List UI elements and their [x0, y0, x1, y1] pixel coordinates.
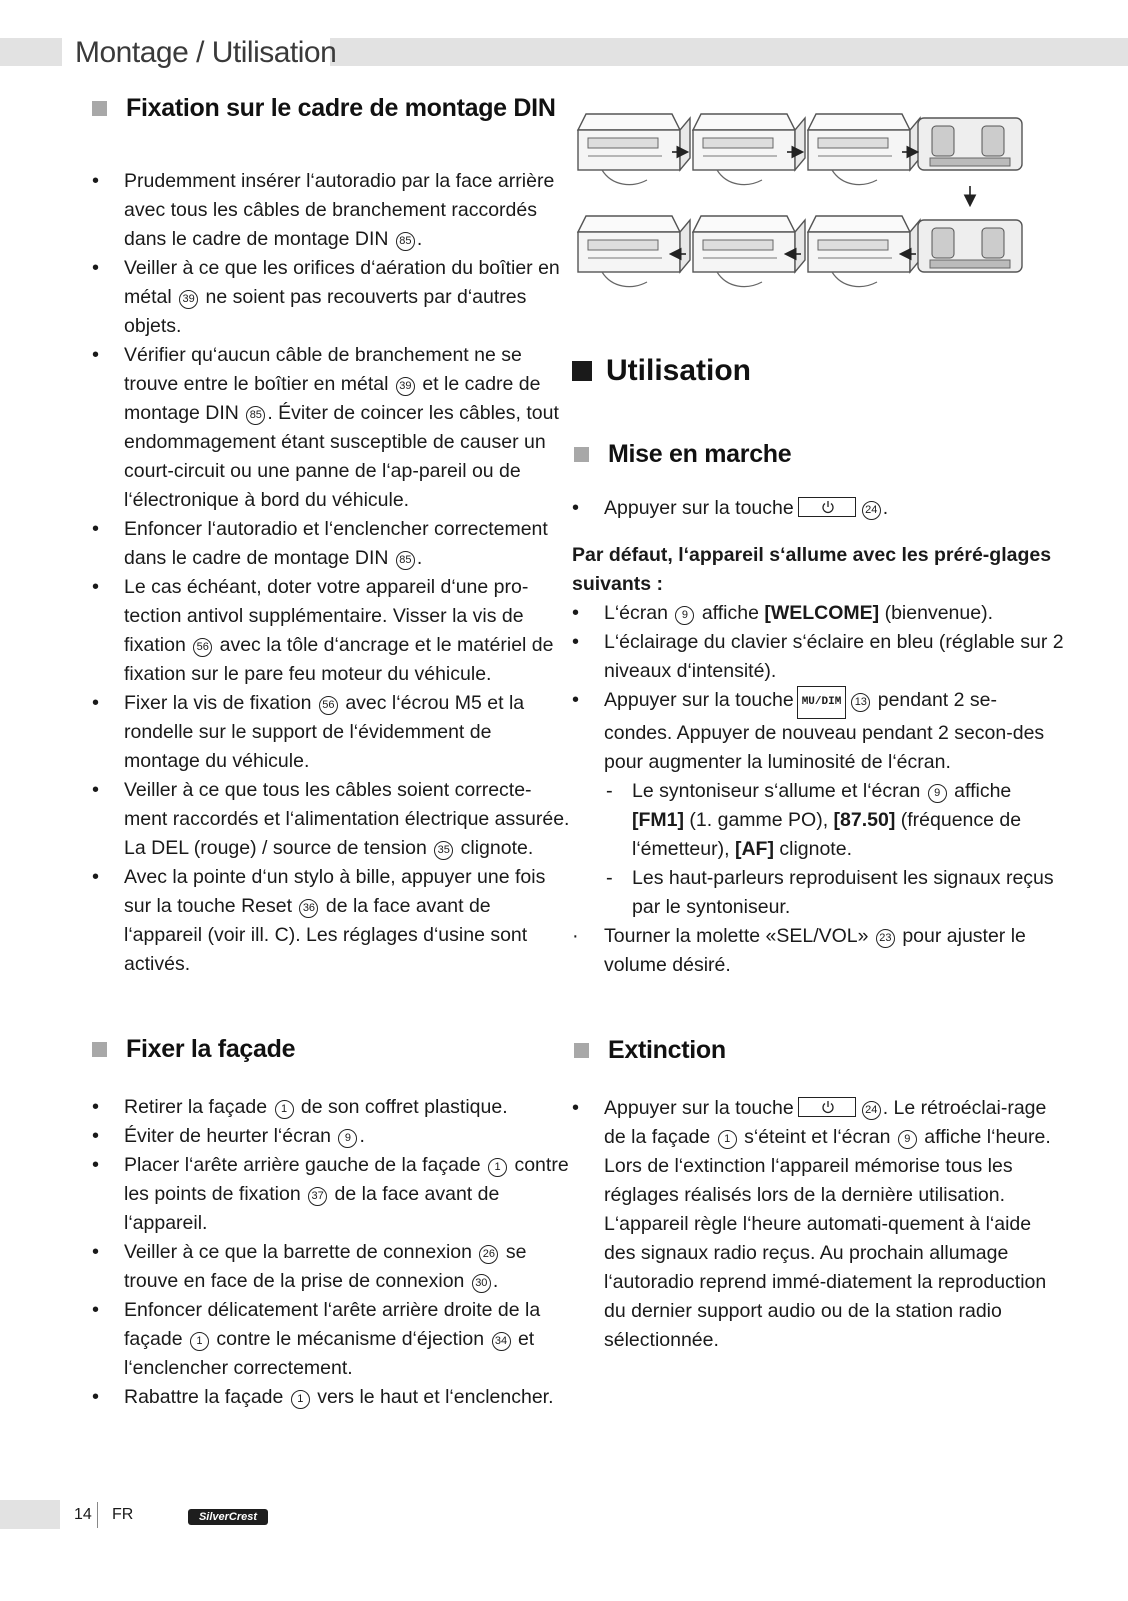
- section-heading-extinction: Extinction: [574, 1036, 1064, 1065]
- header-bar-left: [0, 38, 62, 66]
- brand-logo: SilverCrest: [188, 1509, 268, 1525]
- list-item: • Vérifier qu‘aucun câble de branchement ne se trouve entre le boîtier en métal 39 et le cadre de montage DIN 85 . Éviter de coincer les câbles, tout endommagement étant susceptible de causer un court-circuit ou une panne de l‘ap-pareil ou de l‘électronique à bord du véhicule.: [92, 341, 572, 515]
- right-column: [572, 354, 1064, 1355]
- list-item: • Appuyer sur la touche 24 . Le rétroéclai-rage de la façade 1 s‘éteint et l‘écran 9 affiche l‘heure. Lors de l‘extinction l‘appareil mémorise tous les réglages réalisés lors de la dernière utilisation. L‘appareil règle l‘heure automati-quement à l‘aide des signaux radio reçus. Au prochain allumage l‘autoradio reprend immé-diatement la reproduction du dernier support audio ou de la station radio sélectionnée.: [572, 1094, 1064, 1355]
- list-item: • Rabattre la façade 1 vers le haut et l‘enclencher.: [92, 1383, 572, 1412]
- reference-number: 1: [488, 1158, 507, 1177]
- list-item: • Avec la pointe d‘un stylo à bille, appuyer une fois sur la touche Reset 36 de la face avant de l‘appareil (voir ill. C). Les réglages d‘usine sont activés.: [92, 863, 572, 979]
- diagram-step-7: [693, 216, 805, 287]
- mu-dim-key: MU/DIM: [797, 686, 847, 719]
- list-item: • Éviter de heurter l‘écran 9 .: [92, 1122, 572, 1151]
- diagram-step-6: [808, 216, 920, 287]
- diagram-step-1: [578, 114, 690, 185]
- reference-number: 56: [319, 696, 338, 715]
- section-marker-icon: [572, 361, 592, 381]
- list-item: • Veiller à ce que la barrette de connexion 26 se trouve en face de la prise de connexion 30 .: [92, 1238, 572, 1296]
- fixation-list: [92, 167, 572, 979]
- defaults-note: Par défaut, l‘appareil s‘allume avec les préré-glages suivants :: [572, 544, 1052, 595]
- list-item: · Tourner la molette «SEL/VOL» 23 pour ajuster le volume désiré.: [572, 922, 1064, 980]
- reference-number: 26: [479, 1245, 498, 1264]
- reference-number: 85: [396, 551, 415, 570]
- list-item: • Fixer la vis de fixation 56 avec l‘écrou M5 et la rondelle sur le support de l‘évidemment de montage du véhicule.: [92, 689, 572, 776]
- section-heading-marche: Mise en marche: [574, 440, 1064, 469]
- footer-bar: [0, 1500, 60, 1529]
- reference-number: 1: [275, 1100, 294, 1119]
- list-item: • Enfoncer délicatement l‘arête arrière droite de la façade 1 contre le mécanisme d‘éjection 34 et l‘enclencher correctement.: [92, 1296, 572, 1383]
- reference-number: 56: [193, 638, 212, 657]
- reference-number: 1: [190, 1332, 209, 1351]
- list-item: • Placer l‘arête arrière gauche de la façade 1 contre les points de fixation 37 de la face avant de l‘appareil.: [92, 1151, 572, 1238]
- language-code: FR: [112, 1506, 134, 1523]
- facade-list: [92, 1093, 572, 1412]
- diagram-step-5: [918, 220, 1022, 272]
- section-marker-icon: [574, 447, 589, 462]
- list-item: • L‘éclairage du clavier s‘éclaire en bleu (réglable sur 2 niveaux d‘intensité).: [572, 628, 1064, 686]
- list-item: • Prudemment insérer l‘autoradio par la face arrière avec tous les câbles de branchement raccordés dans le cadre de montage DIN 85 .: [92, 167, 572, 254]
- tuner-sublist: [572, 777, 1064, 922]
- reference-number: 39: [396, 377, 415, 396]
- page-number: 14: [74, 1506, 92, 1523]
- power-key-icon: [798, 1097, 856, 1117]
- list-item: • Le cas échéant, doter votre appareil d‘une pro-tection antivol supplémentaire. Visser la vis de fixation 56 avec la tôle d‘ancrage et le matériel de fixation sur le pare feu moteur du véhicule.: [92, 573, 572, 689]
- reference-number: 85: [246, 406, 265, 425]
- reference-number: 35: [434, 841, 453, 860]
- main-heading-utilisation: Utilisation: [572, 354, 1064, 388]
- list-item: - Le syntoniseur s‘allume et l‘écran 9 affiche [FM1] (1. gamme PO), [87.50] (fréquence de l‘émetteur), [AF] clignote.: [572, 777, 1064, 864]
- list-item: • Appuyer sur la touche MU/DIM 13 pendant 2 se-condes. Appuyer de nouveau pendant 2 secon-des pour augmenter la luminosité de l‘écran.: [572, 686, 1064, 777]
- reference-number: 1: [291, 1390, 310, 1409]
- power-key-icon: [798, 497, 856, 517]
- left-column: [92, 94, 572, 1412]
- list-item: • Retirer la façade 1 de son coffret plastique.: [92, 1093, 572, 1122]
- list-item: • Veiller à ce que les orifices d‘aération du boîtier en métal 39 ne soient pas recouverts par d‘autres objets.: [92, 254, 572, 341]
- reference-number: 39: [179, 290, 198, 309]
- list-item: - Les haut-parleurs reproduisent les signaux reçus par le syntoniseur.: [572, 864, 1064, 922]
- list-item: • Appuyer sur la touche 24 .: [572, 494, 1064, 523]
- section-marker-icon: [92, 1042, 107, 1057]
- list-item: • L‘écran 9 affiche [WELCOME] (bienvenue).: [572, 599, 1064, 628]
- page-title: Montage / Utilisation: [75, 36, 337, 69]
- installation-diagram: [572, 100, 1032, 305]
- header-bar-right: [330, 38, 1128, 66]
- defaults-list: [572, 599, 1064, 777]
- diagram-step-3: [808, 114, 920, 185]
- diagram-step-2: [693, 114, 805, 185]
- list-item: • Enfoncer l‘autoradio et l‘enclencher correctement dans le cadre de montage DIN 85 .: [92, 515, 572, 573]
- extinction-list: [572, 1094, 1064, 1355]
- marche-list: [572, 494, 1064, 523]
- diagram-step-4: [918, 118, 1022, 170]
- reference-number: 36: [299, 899, 318, 918]
- volume-list: [572, 922, 1064, 980]
- section-heading-fixation: Fixation sur le cadre de montage DIN: [92, 94, 572, 123]
- diagram-step-8: [578, 216, 690, 287]
- list-item: • Veiller à ce que tous les câbles soient correcte-ment raccordés et l‘alimentation électrique assurée. La DEL (rouge) / source de tension 35 clignote.: [92, 776, 572, 863]
- section-marker-icon: [92, 101, 107, 116]
- reference-number: 9: [338, 1129, 357, 1148]
- reference-number: 85: [396, 232, 415, 251]
- section-heading-facade: Fixer la façade: [92, 1035, 572, 1064]
- reference-number: 30: [472, 1274, 491, 1293]
- section-marker-icon: [574, 1043, 589, 1058]
- reference-number: 34: [492, 1332, 511, 1351]
- reference-number: 37: [308, 1187, 327, 1206]
- footer-divider: [97, 1502, 98, 1528]
